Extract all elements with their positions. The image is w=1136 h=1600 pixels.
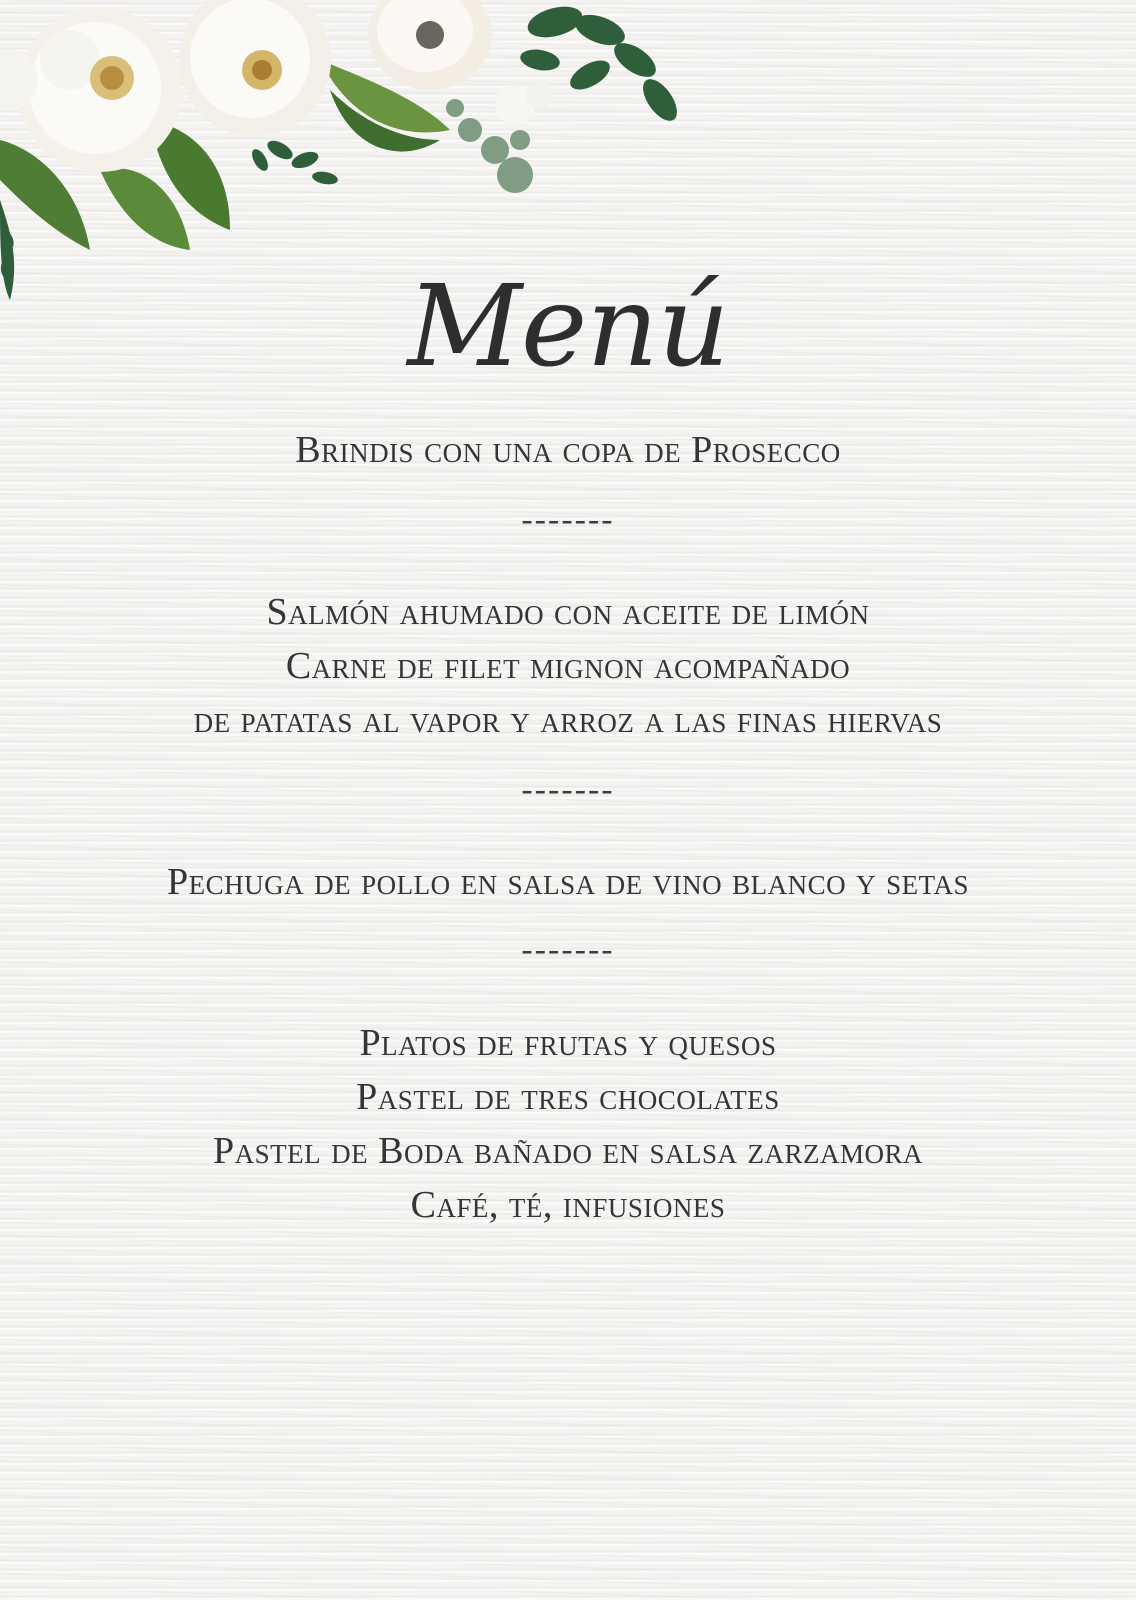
menu-item: Platos de frutas y quesos	[359, 1022, 777, 1064]
menu-item: Pastel de Boda bañado en salsa zarzamora	[213, 1130, 923, 1172]
menu-item: Pastel de tres chocolates	[356, 1076, 780, 1118]
menu-item: Carne de filet mignon acompañado	[285, 645, 851, 687]
menu-item: Brindis con una copa de Prosecco	[295, 429, 841, 471]
menu-title: Menú	[407, 262, 729, 392]
section-divider: -------	[521, 771, 615, 808]
section-divider: -------	[521, 931, 615, 968]
menu-item: Café, té, infusiones	[410, 1184, 726, 1226]
menu-item: Pechuga de pollo en salsa de vino blanco y setas	[167, 861, 969, 903]
menu-item: de patatas al vapor y arroz a las finas hiervas	[193, 699, 943, 741]
menu-item: Salmón ahumado con aceite de limón	[266, 591, 870, 633]
section-divider: -------	[521, 501, 615, 538]
